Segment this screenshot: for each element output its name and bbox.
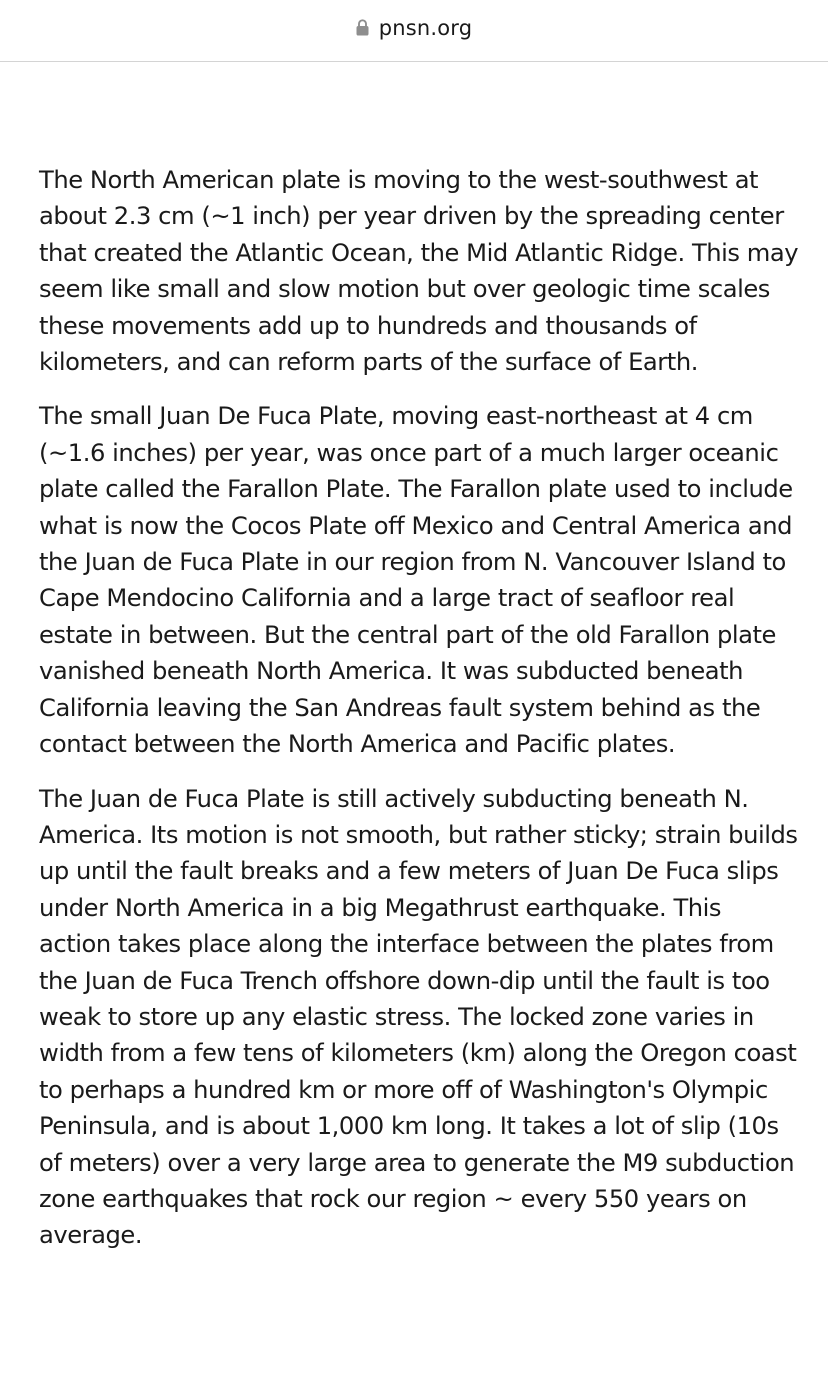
article-paragraph: The small Juan De Fuca Plate, moving east-northeast at 4 cm (~1.6 inches) per year, was once part of a much larger oceanic plate called the Farallon Plate. The Farallon plate used to include what is now the Cocos Plate off Mexico and Central America and the Juan de Fuca Plate in our region from N. Vancouver Island to Cape Mendocino California and a large tract of seafloor real estate in between. But the central part of the old Farallon plate vanished beneath North America. It was subducted beneath California leaving the San Andreas fault system behind as the contact between the North America and Pacific plates.: [39, 402, 793, 759]
article-paragraph: The Juan de Fuca Plate is still actively subducting beneath N. America. Its motion is not smooth, but rather sticky; strain builds up until the fault breaks and a few meters of Juan De Fuca slips under North America in a big Megathrust earthquake. This action takes place along the interface between the plates from the Juan de Fuca Trench offshore down-dip until the fault is too weak to store up any elastic stress. The locked zone varies in width from a few tens of kilometers (km) along the Oregon coast to perhaps a hundred km or more off of Washington's Olympic Peninsula, and is about 1,000 km long. It takes a lot of slip (10s of meters) over a very large area to generate the M9 subduction zone earthquakes that rock our region ~ every 550 years on average.: [39, 784, 798, 1250]
address-bar[interactable]: [0, 0, 828, 62]
lock-icon: [356, 19, 369, 36]
article-body: [39, 162, 799, 1272]
url-text[interactable]: pnsn.org: [378, 15, 473, 40]
address-bar-content[interactable]: [356, 16, 473, 40]
article-paragraph: The North American plate is moving to the west-southwest at about 2.3 cm (~1 inch) per year driven by the spreading center that created the Atlantic Ocean, the Mid Atlantic Ridge. This may seem like small and slow motion but over geologic time scales these movements add up to hundreds and thousands of kilometers, and can reform parts of the surface of Earth.: [39, 166, 799, 377]
